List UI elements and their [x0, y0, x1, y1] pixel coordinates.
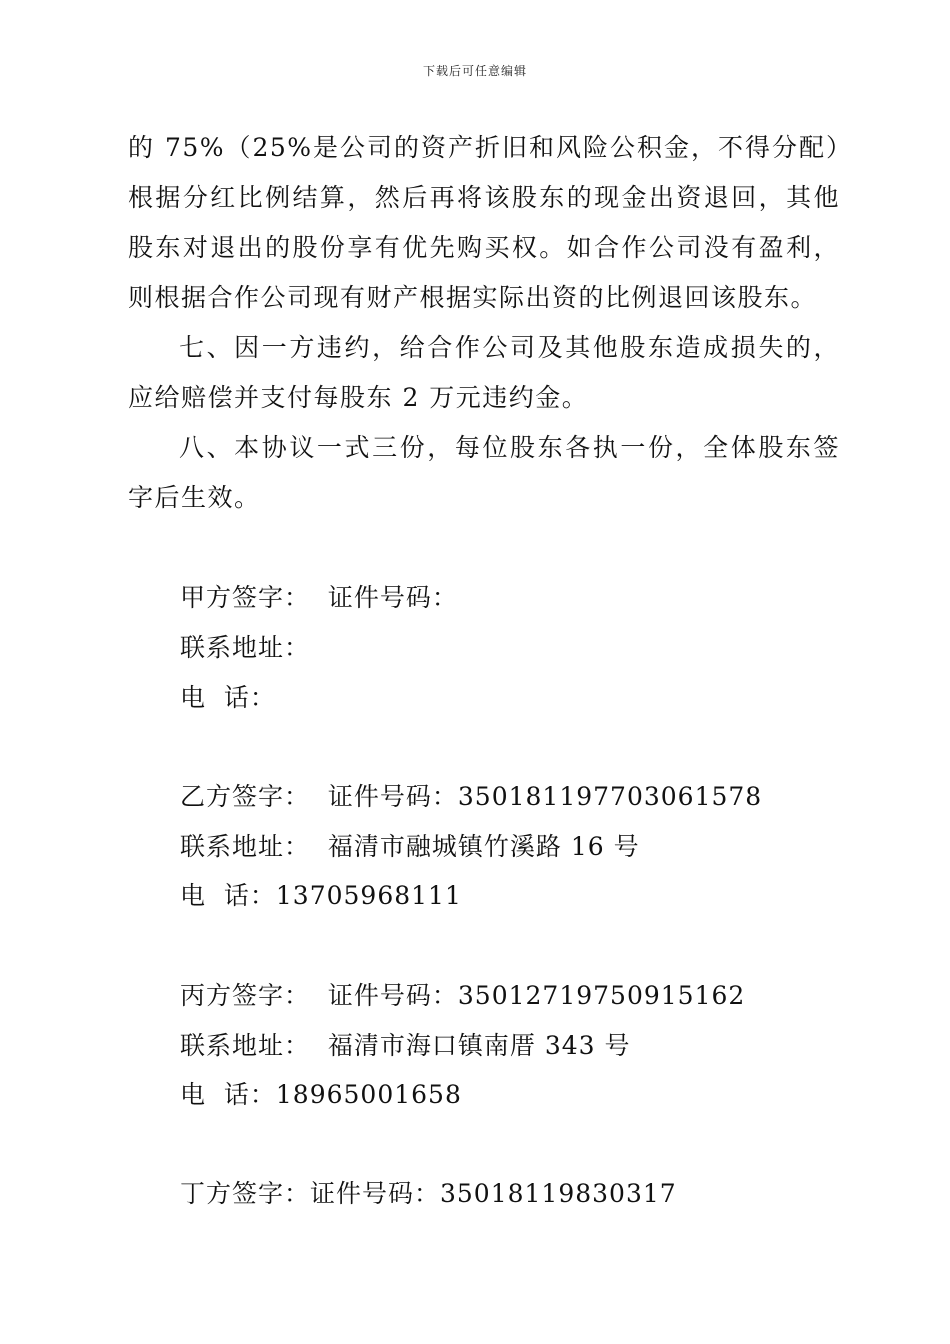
paragraph-clause-7: 七、因一方违约，给合作公司及其他股东造成损失的，应给赔偿并支付每股东 2 万元违约金。 [128, 333, 840, 412]
party-ding-sign: 丁方签字：证件号码：35018119830317 [180, 1179, 677, 1208]
party-yi-sign: 乙方签字： 证件号码：350181197703061578 [180, 782, 763, 811]
party-yi-phone: 电 话：13705968111 [180, 881, 462, 910]
party-jia-phone: 电 话： [180, 683, 276, 712]
party-jia-address: 联系地址： [180, 633, 311, 662]
paragraph-continuation: 的 75%（25%是公司的资产折旧和风险公积金，不得分配）根据分红比例结算，然后再将该股东的现金出资退回，其他股东对退出的股份享有优先购买权。如合作公司没有盈利，则根据合作公司现有财产根据实际出资的比例退回该股东。 [128, 133, 840, 312]
party-yi-address: 联系地址： 福清市融城镇竹溪路 16 号 [180, 832, 640, 861]
party-bing-phone: 电 话：18965001658 [180, 1080, 462, 1109]
party-bing-address: 联系地址： 福清市海口镇南厝 343 号 [180, 1031, 631, 1060]
party-bing-sign: 丙方签字： 证件号码：35012719750915162 [180, 981, 746, 1010]
clause-text [128, 123, 840, 523]
party-jia-sign: 甲方签字： 证件号码： [180, 583, 458, 612]
page-header: 下载后可任意编辑 [422, 64, 527, 78]
paragraph-clause-8: 八、本协议一式三份，每位股东各执一份，全体股东签字后生效。 [128, 433, 840, 512]
